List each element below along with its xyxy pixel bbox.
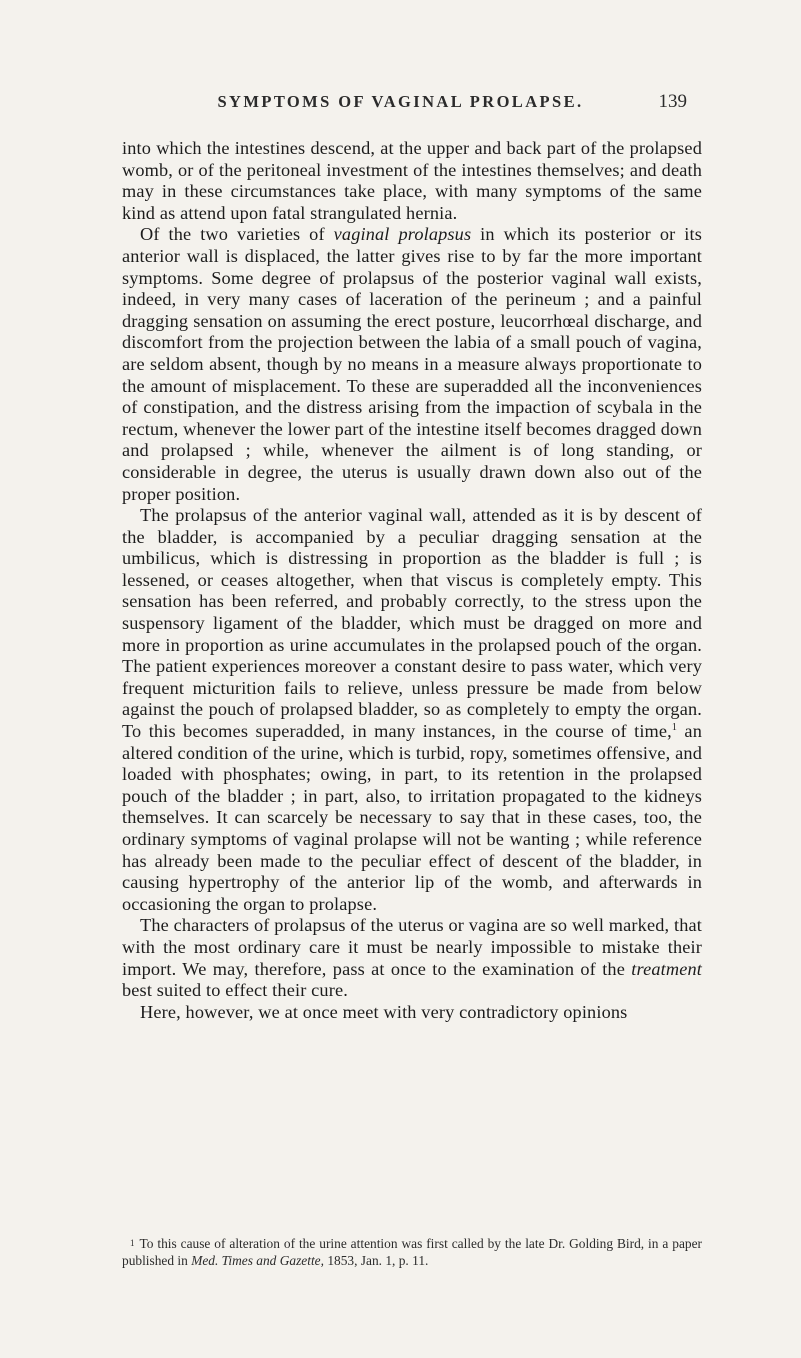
paragraph-vaginal-prolapsus: [122, 224, 702, 505]
paragraph-anterior-wall: [122, 505, 702, 915]
paragraph-treatment-opinions: Here, however, we at once meet with very contradictory opinions: [140, 1001, 628, 1022]
footnote-mark: 1: [130, 1238, 135, 1248]
text-run: 1853, Jan. 1, p. 11.: [323, 1253, 429, 1268]
footnote: [122, 1235, 702, 1269]
text-run: To this cause of alteration of the urine attention was first called by the late Dr. Golding Bird, in a paper published in: [122, 1236, 702, 1268]
page-header: [0, 92, 801, 116]
paragraph-characters: [122, 915, 702, 1001]
text-run: best suited to effect their cure.: [122, 980, 348, 1001]
italic-term: treatment: [631, 958, 702, 979]
footnote-reference[interactable]: 1: [671, 721, 678, 733]
paragraph-continuation: into which the intestines descend, at the upper and back part of the prolapsed womb, or of the peritoneal investment of the intestines themselves; and death may in these circumstances take place, with many symptoms of the same kind as attend upon fatal strangulated hernia.: [122, 138, 702, 223]
italic-citation: Med. Times and Gazette,: [191, 1253, 324, 1268]
text-run: The prolapsus of the anterior vaginal wall, attended as it is by descent of the bladder, is accompanied by a peculiar dragging sensation at the umbilicus, which is distressing in proportion as the bladder is full ; is lessened, or ceases altogether, when that viscus is completely empty. This sensation has been referred, and probably correctly, to the stress upon the suspensory ligament of the bladder, which must be dragged on more and more in proportion as urine accumulates in the prolapsed pouch of the organ. The patient experiences moreover a constant desire to pass water, which very frequent micturition fails to relieve, unless pressure be made from below against the pouch of prolapsed bladder, so as completely to empty the organ. To this becomes superadded, in many instances, in the course of time,: [122, 505, 702, 742]
running-head: SYMPTOMS OF VAGINAL PROLAPSE.: [217, 92, 584, 111]
text-run: Of the two varieties of: [140, 224, 334, 245]
text-run: The characters of prolapsus of the uterus or vagina are so well marked, that with the most ordinary care it must be nearly impossible to mistake their import. We may, therefore, pass at once to the examination of the: [122, 915, 702, 979]
text-run: in which its posterior or its anterior wall is displaced, the latter gives rise to by far the more important symptoms. Some degree of prolapsus of the posterior vaginal wall exists, indeed, in very many cases of laceration of the perineum ; and a painful dragging sensation on assuming the erect posture, leucorrhœal discharge, and discomfort from the projection between the labia of a small pouch of vagina, are seldom absent, though by no means in a measure always proportionate to the amount of misplacement. To these are superadded all the inconveniences of constipation, and the distress arising from the impaction of scybala in the rectum, whenever the lower part of the intestine itself becomes dragged down and prolapsed ; while, whenever the ailment is of long standing, or considerable in degree, the uterus is usually drawn down also out of the proper position.: [122, 224, 703, 504]
body-text: [122, 138, 702, 1023]
text-run: an altered condition of the urine, which is turbid, ropy, sometimes offensive, and loaded with phosphates; owing, in part, to its retention in the prolapsed pouch of the bladder ; in part, also, to irritation propagated to the kidneys themselves. It can scarcely be necessary to say that in these cases, too, the ordinary symptoms of vaginal prolapse will not be wanting ; while reference has already been made to the peculiar effect of descent of the bladder, in causing hypertrophy of the anterior lip of the womb, and afterwards in occasioning the organ to prolapse.: [122, 721, 702, 914]
page-number: 139: [658, 91, 687, 112]
italic-term: vaginal prolapsus: [333, 224, 472, 245]
